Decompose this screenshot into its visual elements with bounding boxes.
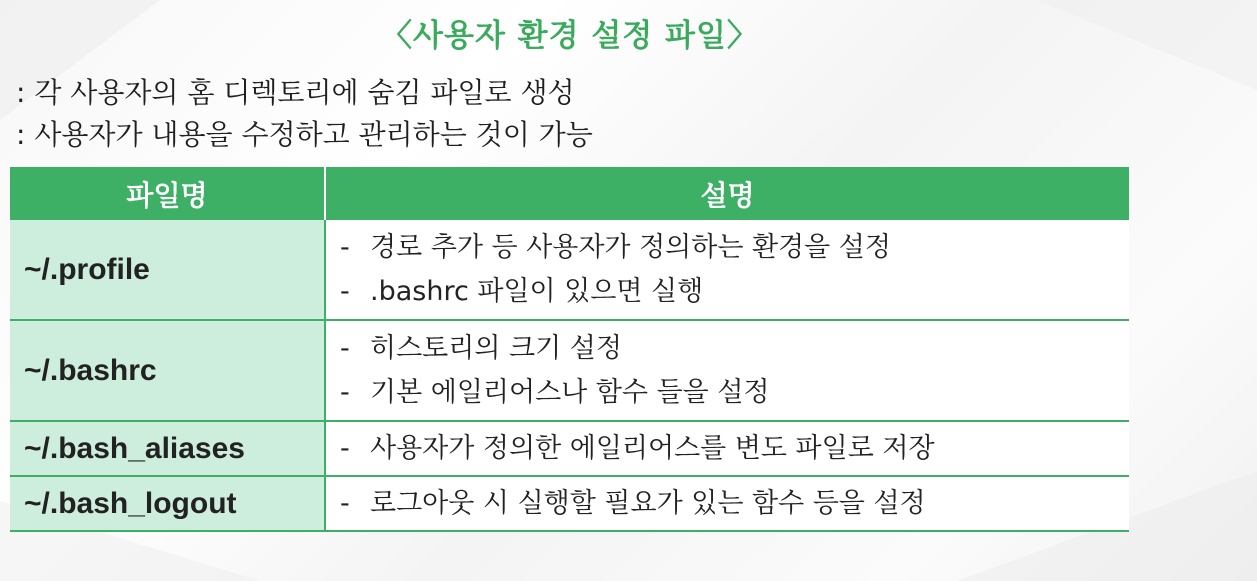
description-line (340, 371, 1129, 415)
intro-line: : 각 사용자의 홈 디렉토리에 숨김 파일로 생성 (16, 76, 575, 109)
description-cell (325, 220, 1129, 320)
bullet-dash: - (340, 487, 350, 519)
header-filename: 파일명 (10, 167, 325, 220)
description-cell (325, 421, 1129, 476)
table-row (10, 421, 1129, 476)
description-text: 경로 추가 등 사용자가 정의하는 환경을 설정 (370, 231, 891, 263)
config-file-table (10, 167, 1129, 532)
bullet-dash: - (340, 432, 350, 464)
description-text: 히스토리의 크기 설정 (370, 332, 622, 364)
description-line (340, 226, 1129, 270)
description-text: .bashrc 파일이 있으면 실행 (370, 275, 704, 307)
description-text: 사용자가 정의한 에일리어스를 변도 파일로 저장 (370, 432, 935, 464)
description-line (340, 327, 1129, 371)
table-header-row (10, 167, 1129, 220)
description-line (340, 427, 1129, 471)
description-line (340, 270, 1129, 314)
bullet-dash: - (340, 275, 350, 307)
file-name-cell: ~/.profile (10, 220, 325, 320)
table-row (10, 476, 1129, 531)
description-cell (325, 476, 1129, 531)
description-cell (325, 320, 1129, 421)
intro-text (16, 72, 593, 156)
bullet-dash: - (340, 376, 350, 408)
file-name-cell: ~/.bash_aliases (10, 421, 325, 476)
description-line (340, 482, 1129, 526)
bullet-dash: - (340, 332, 350, 364)
header-description: 설명 (325, 167, 1129, 220)
intro-line: : 사용자가 내용을 수정하고 관리하는 것이 가능 (16, 118, 593, 151)
description-text: 로그아웃 시 실행할 필요가 있는 함수 등을 설정 (370, 487, 926, 519)
bullet-dash: - (340, 231, 350, 263)
description-text: 기본 에일리어스나 함수 들을 설정 (370, 376, 770, 408)
table-row (10, 320, 1129, 421)
table-row (10, 220, 1129, 320)
file-name-cell: ~/.bash_logout (10, 476, 325, 531)
slide-title: 〈사용자 환경 설정 파일〉 (381, 18, 759, 54)
file-name-cell: ~/.bashrc (10, 320, 325, 421)
